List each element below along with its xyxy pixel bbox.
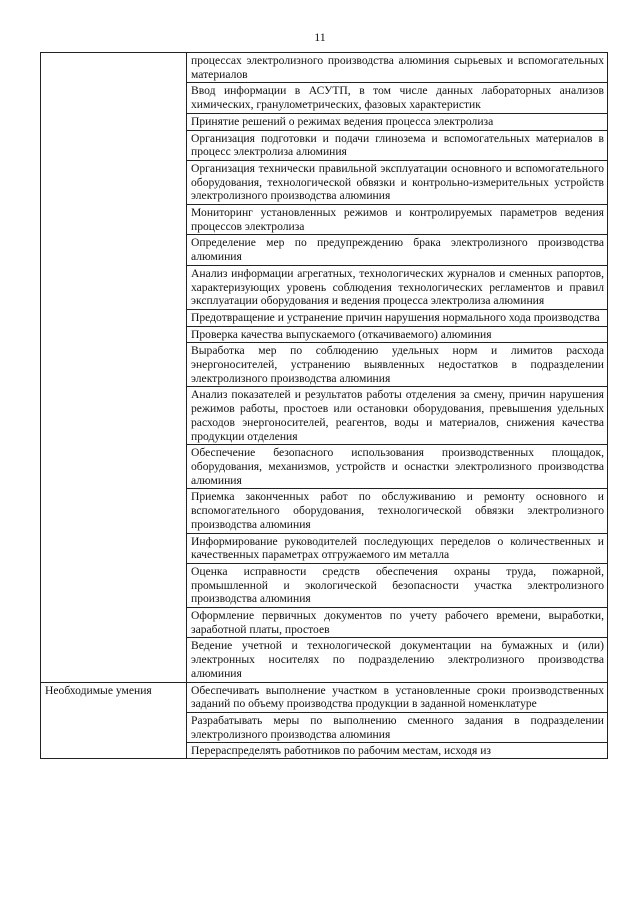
table-cell: Предотвращение и устранение причин нарушения нормального хода производства <box>187 309 608 326</box>
table-cell: Ввод информации в АСУТП, в том числе данных лабораторных анализов химических, гранулометрических, фазовых характеристик <box>187 83 608 113</box>
table-cell: Анализ информации агрегатных, технологических журналов и сменных рапортов, характеризующих уровень соблюдения технологических регламентов и правил эксплуатации оборудования и ведения процесса электролиза алюминия <box>187 265 608 309</box>
page-number: 11 <box>314 30 326 44</box>
table-cell: Обеспечивать выполнение участком в установленные сроки производственных заданий по объему производства продукции в заданной номенклатуре <box>187 682 608 712</box>
row-label: Необходимые умения <box>45 683 152 697</box>
table-cell: Ведение учетной и технологической документации на бумажных и (или) электронных носителях по подразделению электролизного производства алюминия <box>187 638 608 682</box>
labor-actions-label-cell <box>41 53 187 683</box>
table-cell: Проверка качества выпускаемого (откачиваемого) алюминия <box>187 326 608 343</box>
table-cell: Анализ показателей и результатов работы отделения за смену, причин нарушения режимов работы, простоев или остановки оборудования, превышения удельных расходов энергоносителей, реагентов, воды и материалов, снижения качества продукции отделения <box>187 387 608 445</box>
table-cell <box>187 743 608 759</box>
table-row <box>41 53 608 83</box>
table-cell: Мониторинг установленных режимов и контролируемых параметров ведения процессов электролиза <box>187 205 608 235</box>
table-cell: Организация подготовки и подачи глинозема и вспомогательных материалов в процесс электролиза алюминия <box>187 130 608 160</box>
required-skills-label-cell <box>41 682 187 759</box>
table-cell: Приемка законченных работ по обслуживанию и ремонту основного и вспомогательного оборудования, технологической обвязки электролизного производства алюминия <box>187 489 608 533</box>
table-cell: Информирование руководителей последующих переделов о количественных и качественных параметрах отгружаемого им металла <box>187 533 608 563</box>
cut-off-text: Перераспределять работников по рабочим местам, исходя из <box>191 744 491 758</box>
table-cell: Обеспечение безопасного использования производственных площадок, оборудования, механизмов, устройств и оснастки электролизного производства алюминия <box>187 445 608 489</box>
table-cell: Выработка мер по соблюдению удельных норм и лимитов расхода энергоносителей, устранению выявленных недостатков в подразделении электролизного производства алюминия <box>187 343 608 387</box>
table-cell: Оценка исправности средств обеспечения охраны труда, пожарной, промышленной и экологической безопасности участка электролизного производства алюминия <box>187 563 608 607</box>
table-row <box>41 682 608 712</box>
table-cell: Организация технически правильной эксплуатации основного и вспомогательного оборудования, технологической обвязки и контрольно-измерительных устройств электролизного производства алюминия <box>187 160 608 204</box>
table-cell: процессах электролизного производства алюминия сырьевых и вспомогательных материалов <box>187 53 608 83</box>
table-cell: Оформление первичных документов по учету рабочего времени, выработки, заработной платы, простоев <box>187 608 608 638</box>
table-cell: Разрабатывать меры по выполнению сменного задания в подразделении электролизного производства алюминия <box>187 712 608 742</box>
competency-table <box>40 52 608 759</box>
table-cell: Принятие решений о режимах ведения процесса электролиза <box>187 113 608 130</box>
table-cell: Определение мер по предупреждению брака электролизного производства алюминия <box>187 235 608 265</box>
